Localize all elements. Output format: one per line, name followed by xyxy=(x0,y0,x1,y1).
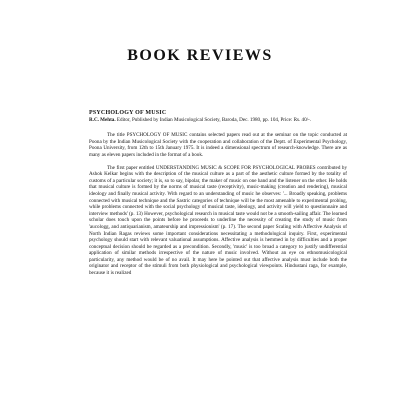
review-article xyxy=(89,110,347,282)
page-heading: BOOK REVIEWS xyxy=(127,47,273,64)
review-paragraph: The title PSYCHOLOGY OF MUSIC contains selected papers read out at the seminar on the topic conducted at Poona by the Indian Musicological Society with the cooperation and collaboration of the Deptt. of Experimental Psychology, Poona University, from 12th to 15th January 1975. It is indeed a dimensional spectrum of research-knowledge. There are as many as eleven papers included in the format of a book. xyxy=(89,132,347,158)
review-book-title: PSYCHOLOGY OF MUSIC xyxy=(89,110,167,116)
review-paragraph: The first paper entitled UNDERSTANDING MUSIC & SCOPE FOR PSYCHOLOGICAL PROBES contributed by Ashok Kelkar begins with the description of the musical culture as a part of the aesthetic culture formed by the totality of customs of a particular society; it is, so to say, bipolar, the maker of music on one hand and the listener on the other. He holds that musical culture is formed by the norms of musical taste (receptivity), music-making (creation and rendering), musical ideology and finally musical activity. With regard to an understanding of music he observes: '... Broadly speaking, problems connected with musical technique and the Sastric categories of technique will be the most amenable to experimental probing, while problems connected with the social psychology of musical taste, ideology, and activity will yield to questionnaire and interview methods' (p. 13) However, psychological research in musical taste would not be a smooth-sailing affair. The learned scholar does touch upon the points before he proceeds to underline the necessity of creating the study of music from 'aucologg, and antiquarianism, amateurship and impressionism' (p. 17). The second paper Scaling with Affective Analysis of North Indian Ragas reviews some important considerations necessitating a methodological inquiry. First, experimental psychology should start with relevant valuational assumptions. Affective analysis is hemmed in by difficulties and a proper conceptual decision should be regarded as a precondition. Secondly, 'music' is too broad a category to justify undifferential application of similar methods irrespective of the nature of music involved. Without an eye on ethnomusicological particularity, any method would be of no avail. It may here be pointed out that affective analysis must include both the originator and receptor of the stimuli from both physiological and psychological viewpoints. Hindustani raga, for example, because it is realized xyxy=(89,164,347,277)
review-author: R.C. Mehta. xyxy=(89,116,116,123)
review-publication-details: Editor, Published by Indian Musicological Society, Baroda, Dec. 1980, pp. 104, Price: Rs. 40/-. xyxy=(116,116,312,123)
review-publication-info xyxy=(89,117,347,124)
